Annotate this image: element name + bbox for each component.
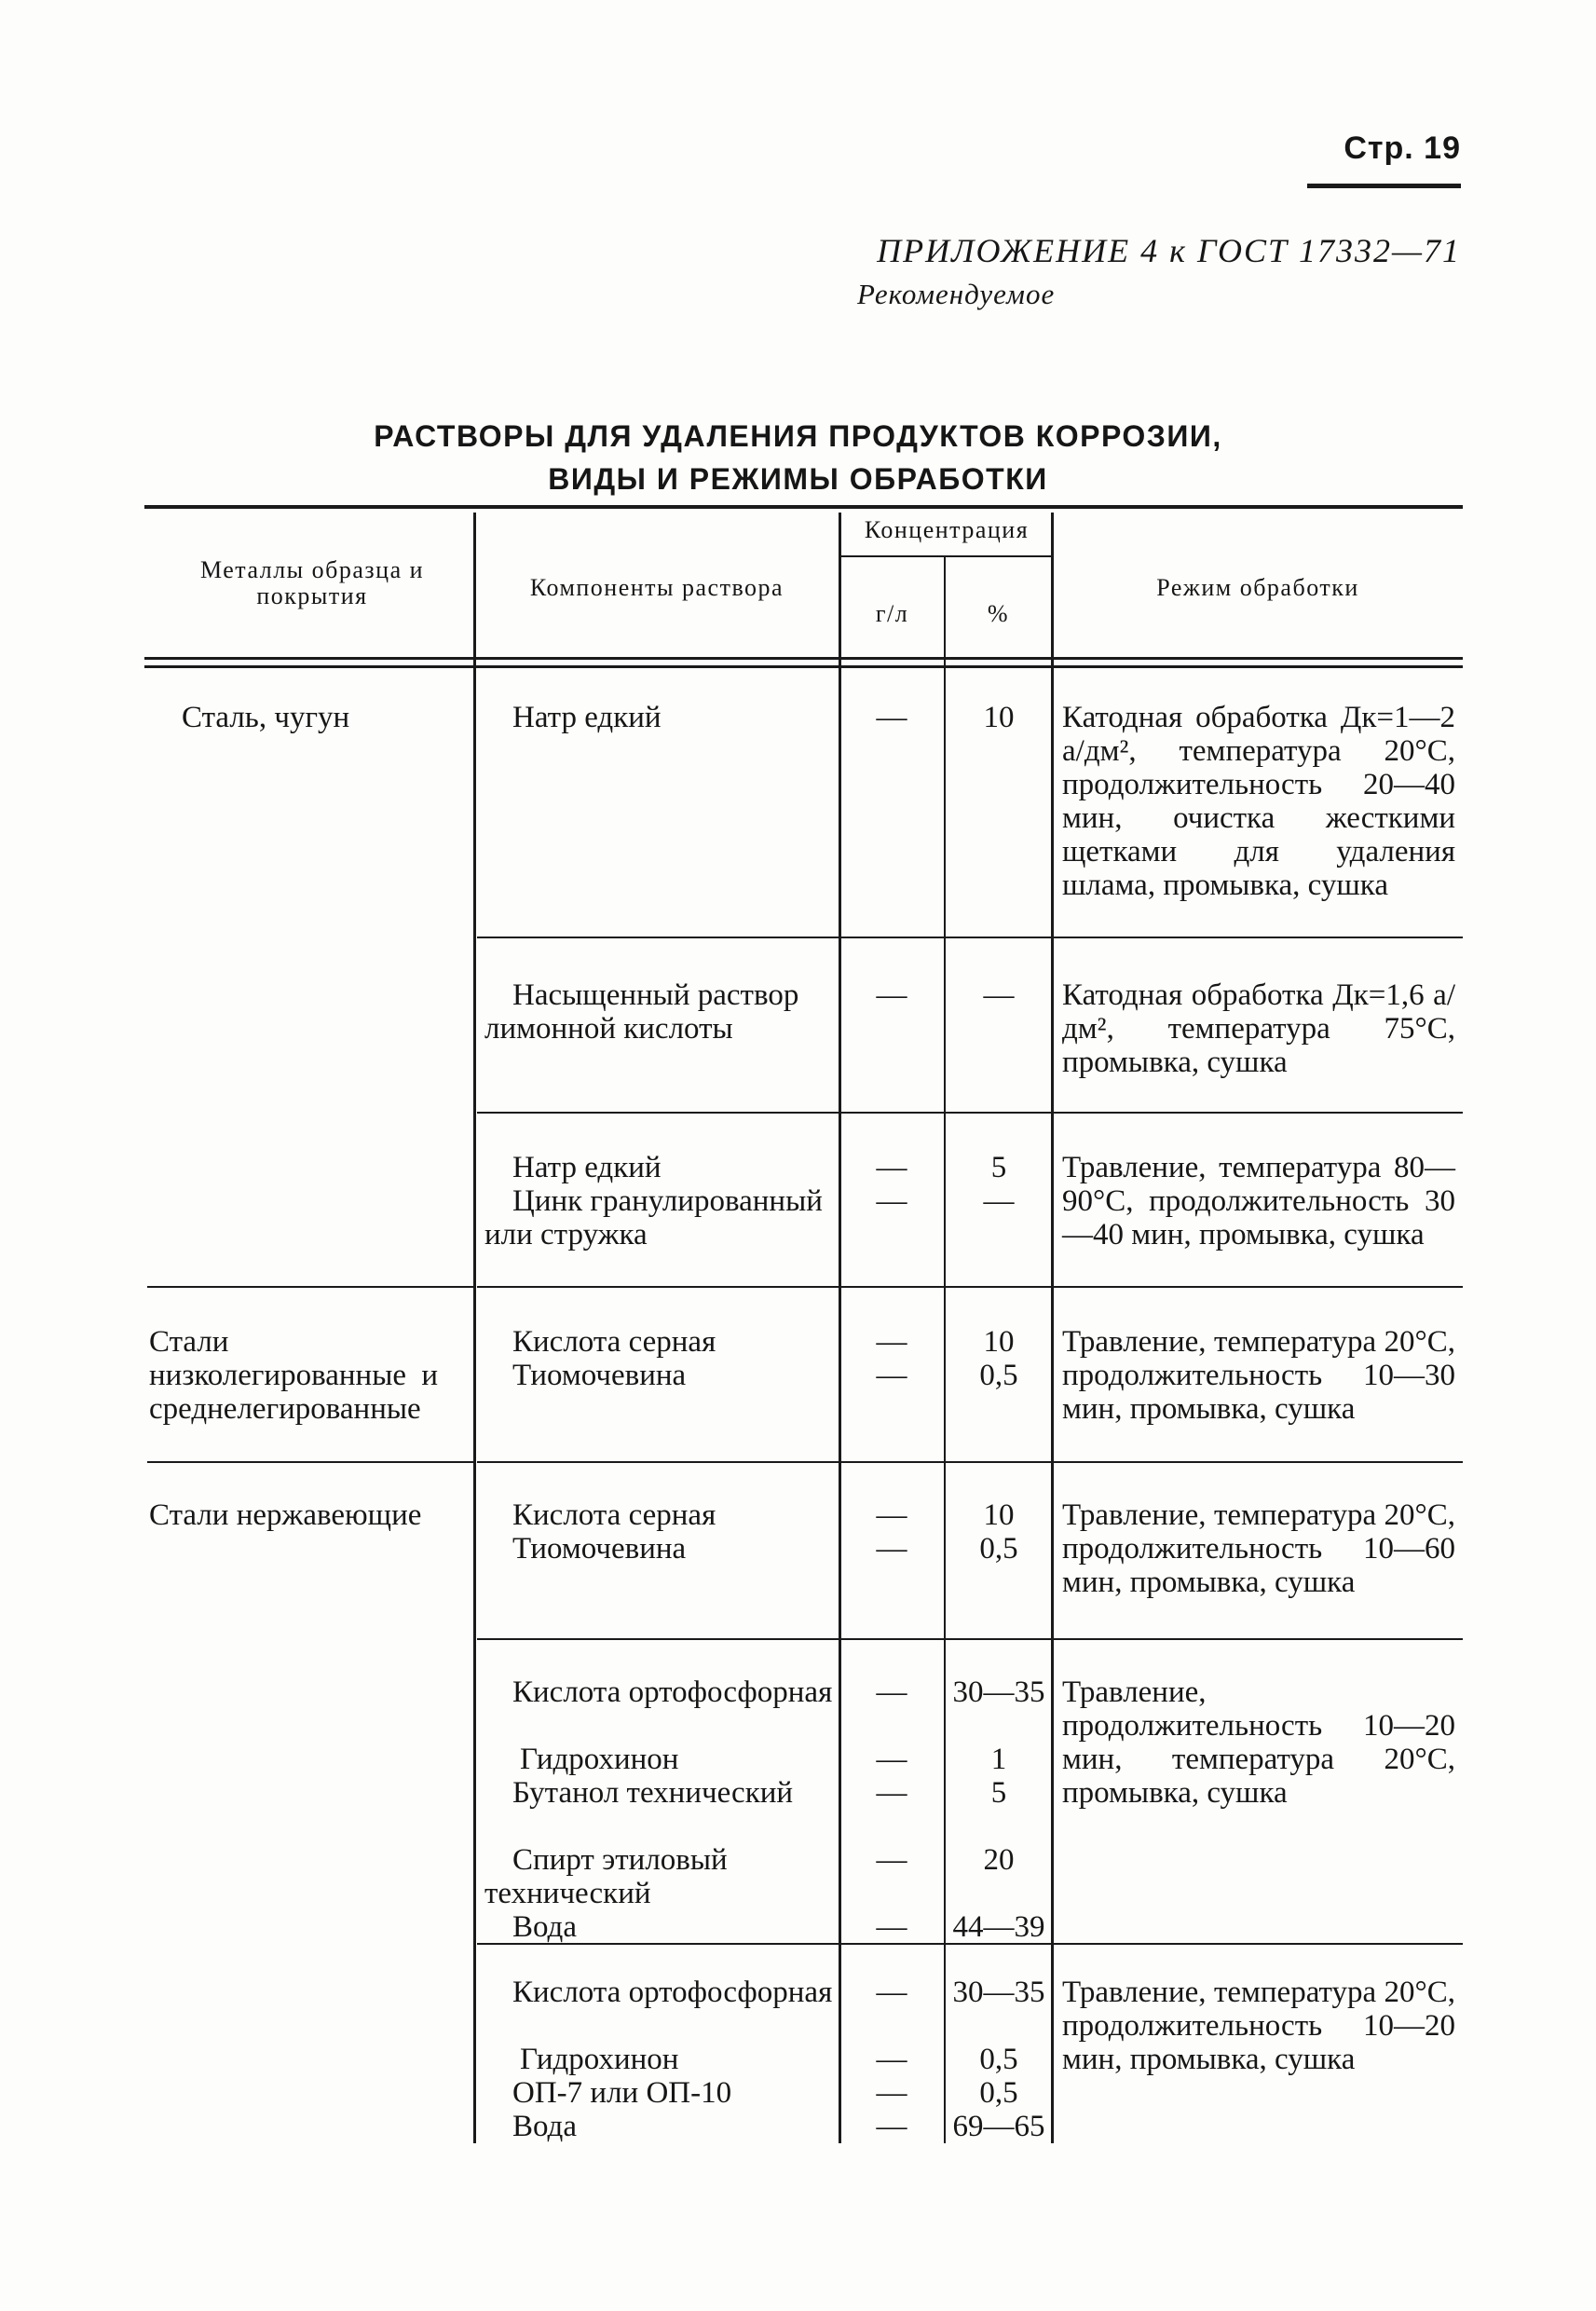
value-gl: — xyxy=(876,1776,907,1810)
value-gl: — xyxy=(876,1151,907,1184)
value-gl: — xyxy=(876,1675,907,1709)
value-gl: — xyxy=(876,978,907,1012)
value-pct: 69—65 xyxy=(952,2110,1045,2143)
row-rule-3 xyxy=(477,1286,1463,1288)
value-pct: 5 xyxy=(990,1776,1007,1810)
value-gl: — xyxy=(876,1498,907,1532)
row-6-pct xyxy=(948,1675,1050,1944)
row-4-components xyxy=(484,1325,839,1392)
value-pct: 0,5 xyxy=(979,1359,1018,1392)
row-6-gl xyxy=(840,1675,943,1944)
value-gl: — xyxy=(876,2076,907,2110)
value-pct: 1 xyxy=(990,1743,1007,1776)
value-pct: 30—35 xyxy=(952,1675,1045,1709)
value-pct: 10 xyxy=(983,1498,1015,1532)
column-header-pct: % xyxy=(987,600,1010,627)
concentration-subheader-rule xyxy=(840,555,1053,557)
component: Бутанол технический xyxy=(512,1776,794,1810)
component: Гидрохинон xyxy=(520,1743,679,1776)
table-top-rule xyxy=(144,505,1463,509)
appendix-heading: ПРИЛОЖЕНИЕ 4 к ГОСТ 17332—71 xyxy=(877,232,1461,269)
column-header-concentration: Концентрация xyxy=(864,516,1030,543)
row-2-pct xyxy=(948,978,1050,1012)
document-title xyxy=(0,415,1596,500)
component: Кислота ортофосфорная xyxy=(512,1976,833,2009)
value-gl: — xyxy=(876,701,907,734)
value-gl: — xyxy=(876,1910,907,1944)
value-gl: — xyxy=(876,1743,907,1776)
row-1-pct xyxy=(948,701,1050,734)
row-7-components xyxy=(484,1976,839,2143)
row-4-pct xyxy=(948,1325,1050,1392)
row-7-gl xyxy=(840,1976,943,2143)
value-gl: — xyxy=(876,1359,907,1392)
component: Насыщенный раствор лимонной кислоты xyxy=(484,978,799,1046)
value-gl: — xyxy=(876,1843,907,1877)
metal-stainless-steel: Стали нержавеющие xyxy=(149,1498,422,1532)
row-2-gl xyxy=(840,978,943,1012)
row-rule-1 xyxy=(477,937,1463,938)
value-gl: — xyxy=(876,2110,907,2143)
value-gl: — xyxy=(876,1532,907,1566)
component: Натр едкий xyxy=(512,701,662,734)
row-3-pct xyxy=(948,1151,1050,1218)
column-header-mode: Режим обработки xyxy=(1156,574,1359,601)
row-5-pct xyxy=(948,1498,1050,1566)
value-pct: — xyxy=(983,1184,1015,1218)
value-pct: 10 xyxy=(983,701,1015,734)
component: Кислота серная xyxy=(512,1498,716,1532)
value-pct: 0,5 xyxy=(979,1532,1018,1566)
component: Кислота ортофосфорная xyxy=(512,1675,833,1709)
value-gl: — xyxy=(876,1325,907,1359)
row-5-gl xyxy=(840,1498,943,1566)
row-5-mode: Травление, температура 20°С, продолжительность 10—60 мин, промывка, сушка xyxy=(1062,1498,1455,1599)
row-4-gl xyxy=(840,1325,943,1392)
metal-steel-cast-iron: Сталь, чугун xyxy=(182,701,350,734)
column-header-metal: Металлы образца и покрытия xyxy=(199,556,425,609)
value-gl: — xyxy=(876,2043,907,2076)
value-pct: 0,5 xyxy=(979,2043,1018,2076)
row-3-gl xyxy=(840,1151,943,1218)
row-3-mode: Травление, температура 80—90°С, продолжительность 30—40 мин, промывка, сушка xyxy=(1062,1151,1455,1251)
column-header-gl: г/л xyxy=(875,600,909,627)
title-line-2: ВИДЫ И РЕЖИМЫ ОБРАБОТКИ xyxy=(548,462,1048,496)
component: ОП-7 или ОП-10 xyxy=(512,2076,732,2110)
row-4-mode: Травление, температура 20°С, продолжительность 10—30 мин, промывка, сушка xyxy=(1062,1325,1455,1426)
component: Вода xyxy=(512,1910,577,1944)
row-rule-5 xyxy=(477,1638,1463,1640)
component: Тиомочевина xyxy=(512,1359,687,1392)
value-pct: 20 xyxy=(983,1843,1015,1877)
row-7-pct xyxy=(948,1976,1050,2143)
row-rule-4 xyxy=(477,1461,1463,1463)
row-6-components xyxy=(484,1675,839,1944)
page-number: Стр. 19 xyxy=(1307,130,1461,188)
row-3-components xyxy=(484,1151,839,1251)
row-1-mode: Катодная обработка Дк=1—2 а/дм², температура 20°С, продолжительность 20—40 мин, очистка жесткими щетками для удаления шлама, промывка, сушка xyxy=(1062,701,1455,902)
component: Тиомочевина xyxy=(512,1532,687,1566)
metal-low-alloy-steel: Стали низколегированные и среднелегированные xyxy=(149,1325,438,1426)
title-line-1: РАСТВОРЫ ДЛЯ УДАЛЕНИЯ ПРОДУКТОВ КОРРОЗИИ, xyxy=(374,419,1222,453)
group-rule-low-alloy xyxy=(147,1461,473,1463)
group-rule-steel xyxy=(147,1286,473,1288)
component: Натр едкий xyxy=(512,1151,662,1184)
row-2-components xyxy=(484,978,839,1046)
row-rule-2 xyxy=(477,1112,1463,1114)
row-2-mode: Катодная обработка Дк=1,6 а/дм², температура 75°С, промывка, сушка xyxy=(1062,978,1455,1079)
component: Цинк гранулированный или стружка xyxy=(484,1184,823,1251)
row-1-gl xyxy=(840,701,943,734)
component: Гидрохинон xyxy=(520,2043,679,2076)
header-bottom-rule-1 xyxy=(144,657,1463,660)
recommendation-status: Рекомендуемое xyxy=(857,278,1056,310)
row-6-mode: Травление, продолжительность 10—20 мин, температура 20°С, промывка, сушка xyxy=(1062,1675,1455,1810)
component: Вода xyxy=(512,2110,577,2143)
column-divider-gl xyxy=(944,555,946,2143)
column-divider-pct xyxy=(1051,513,1054,2143)
value-pct: 44—39 xyxy=(952,1910,1045,1944)
value-gl: — xyxy=(876,1184,907,1218)
row-5-components xyxy=(484,1498,839,1566)
row-7-mode: Травление, температура 20°С, продолжительность 10—20 мин, промывка, сушка xyxy=(1062,1976,1455,2076)
value-pct: 10 xyxy=(983,1325,1015,1359)
column-header-components: Компоненты раствора xyxy=(529,574,784,601)
value-pct: 0,5 xyxy=(979,2076,1018,2110)
value-gl: — xyxy=(876,1976,907,2009)
component: Кислота серная xyxy=(512,1325,716,1359)
value-pct: 30—35 xyxy=(952,1976,1045,2009)
value-pct: — xyxy=(983,978,1015,1012)
value-pct: 5 xyxy=(990,1151,1007,1184)
row-1-components xyxy=(484,701,839,734)
column-divider-metal xyxy=(473,513,476,2143)
header-bottom-rule-2 xyxy=(144,665,1463,668)
component: Спирт этиловый технический xyxy=(484,1843,728,1910)
